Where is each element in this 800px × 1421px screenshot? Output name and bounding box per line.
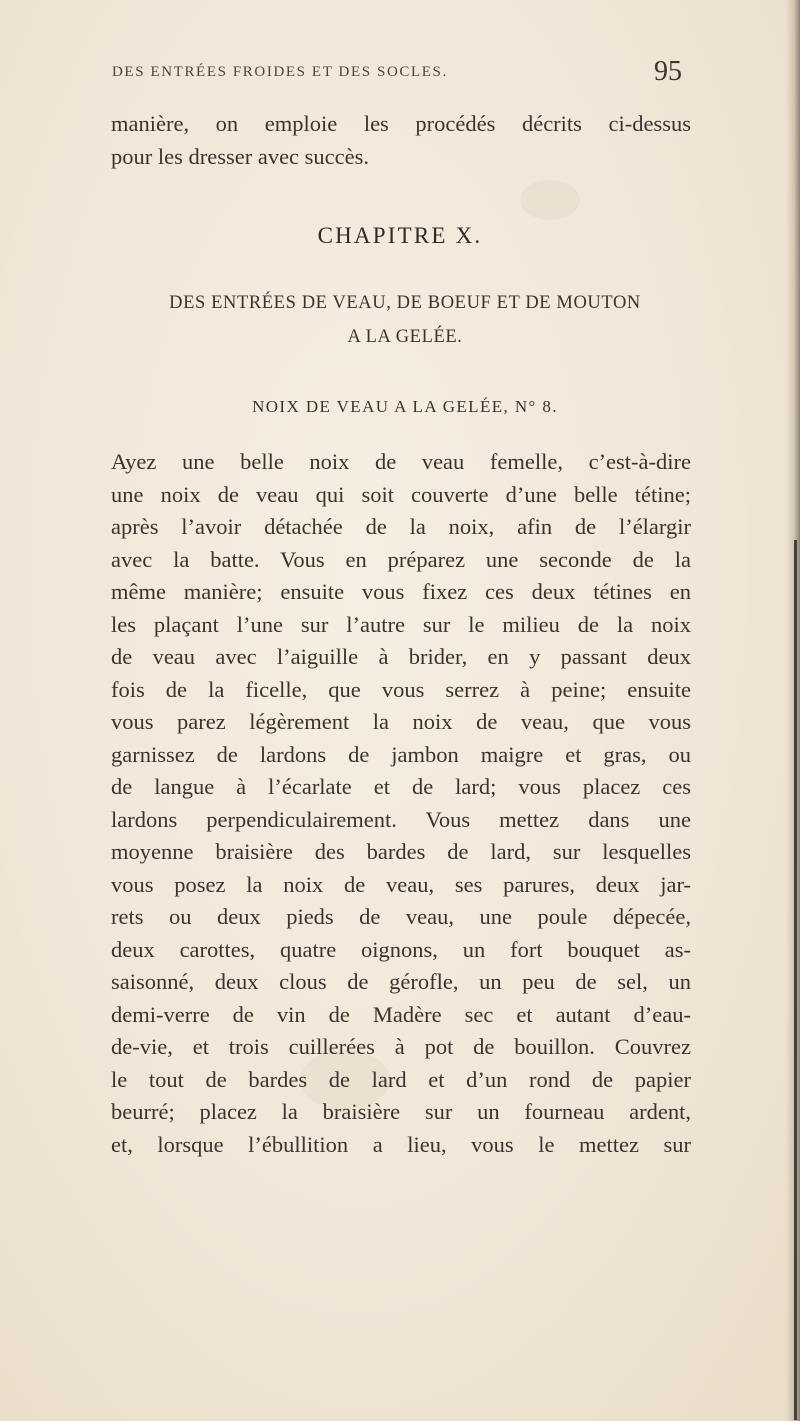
text-line: vous posez la noix de veau, ses parures, deux jar-	[111, 871, 691, 897]
text-line: le tout de bardes de lard et d’un rond de papier	[111, 1066, 691, 1092]
text-line: beurré; placez la braisière sur un fourneau ardent,	[111, 1099, 691, 1124]
text-line: avec la batte. Vous en préparez une seconde de la	[111, 546, 691, 572]
running-head: DES ENTRÉES FROIDES ET DES SOCLES.	[112, 64, 448, 80]
text-line: saisonné, deux clous de gérofle, un peu de sel, un	[111, 969, 691, 994]
paper-stain	[520, 180, 580, 220]
text-line: les plaçant l’une sur l’autre sur le milieu de la noix	[111, 611, 691, 637]
text-line: de veau avec l’aiguille à brider, en y passant deux	[111, 644, 691, 669]
text-line: après l’avoir détachée de la noix, afin de l’élargir	[111, 514, 691, 539]
text-line: même manière; ensuite vous fixez ces deux tétines en	[111, 579, 691, 604]
intro-paragraph	[111, 108, 691, 173]
text-line: fois de la ficelle, que vous serrez à peine; ensuite	[111, 676, 691, 702]
text-line: de-vie, et trois cuillerées à pot de bouillon. Couvrez	[111, 1034, 691, 1059]
text-line: garnissez de lardons de jambon maigre et gras, ou	[111, 741, 691, 767]
text-line: pour les dresser avec succès.	[111, 143, 370, 169]
section-heading-line: A LA GELÉE.	[347, 327, 463, 347]
text-line: lardons perpendiculairement. Vous mettez dans une	[111, 806, 691, 832]
text-line: deux carottes, quatre oignons, un fort bouquet as-	[111, 936, 691, 962]
text-line: vous parez légèrement la noix de veau, que vous	[111, 709, 691, 734]
text-line: et, lorsque l’ébullition a lieu, vous le mettez sur	[111, 1131, 691, 1157]
text-line: Ayez une belle noix de veau femelle, c’est-à-dire	[111, 449, 691, 474]
recipe-paragraph	[111, 446, 691, 1161]
text-line: manière, on emploie les procédés décrits ci-dessus	[111, 111, 691, 136]
page-edge-line	[794, 540, 797, 1420]
text-line: demi-verre de vin de Madère sec et autant d’eau-	[111, 1001, 691, 1027]
page-number: 95	[654, 56, 682, 87]
section-heading	[110, 286, 700, 354]
text-line: moyenne braisière des bardes de lard, sur lesquelles	[111, 839, 691, 864]
section-heading-line: DES ENTRÉES DE VEAU, DE BOEUF ET DE MOUTON	[169, 293, 641, 313]
text-line: rets ou deux pieds de veau, une poule dépecée,	[111, 904, 691, 929]
chapter-title: CHAPITRE X.	[317, 223, 483, 248]
text-line: de langue à l’écarlate et de lard; vous placez ces	[111, 774, 691, 799]
text-line: une noix de veau qui soit couverte d’une belle tétine;	[111, 481, 691, 507]
recipe-title: NOIX DE VEAU A LA GELÉE, N° 8.	[252, 397, 558, 416]
page-header	[112, 56, 682, 90]
page-edge-shadow	[786, 0, 800, 1421]
